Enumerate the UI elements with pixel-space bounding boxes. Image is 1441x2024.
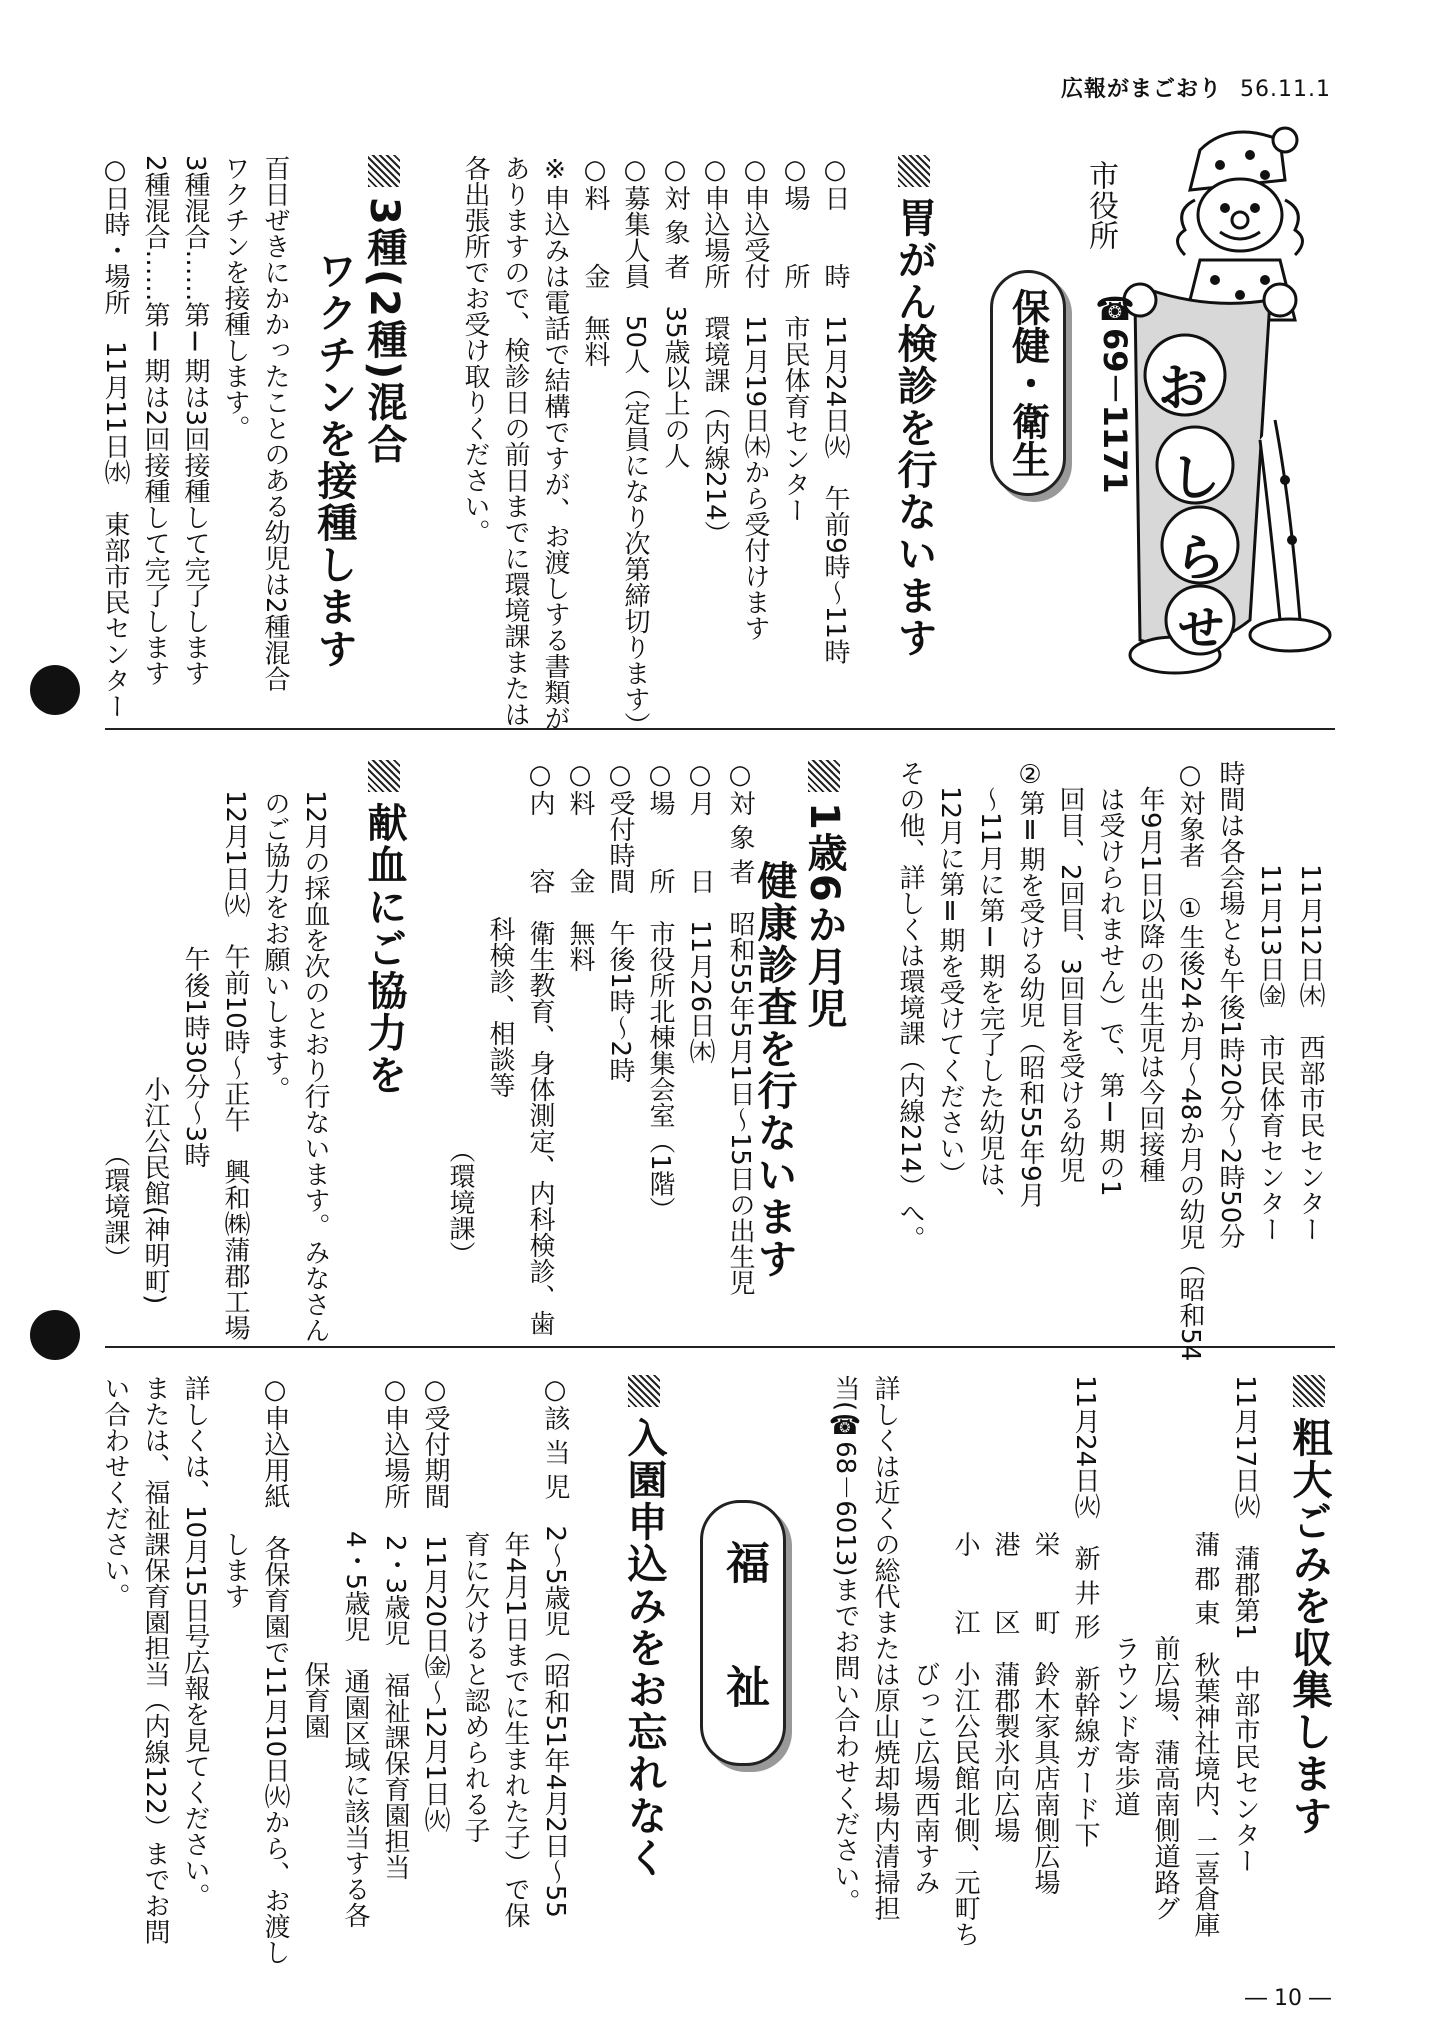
oshirase-char: お: [1158, 359, 1208, 417]
blood-title: 献血にご協力を: [360, 760, 408, 1330]
blood-line: 12月の採血を次のとおり行ないます。みなさん: [300, 790, 330, 1344]
nursery-line: 年4月1日までに生まれた子）で保: [500, 1375, 530, 1929]
stomach-body: [455, 155, 855, 739]
checkup-line: ○内 容 衛生教育、身体測定、内科検診、歯: [525, 760, 555, 1336]
nursery-line: します: [220, 1375, 250, 1609]
oshirase-char: し: [1170, 449, 1220, 507]
blood-line: のご協力をお願いします。: [260, 790, 290, 1102]
stomach-line: ○募集人員 50人（定員になり次第締切ります）: [620, 155, 650, 739]
checkup-title-1: 1歳6か月児: [800, 760, 848, 1330]
stomach-line: ○料 金 無料: [580, 155, 610, 367]
hatch-mark: [808, 760, 840, 792]
nursery-line: ○申込場所 2・3歳児 福祉課保育園担当: [380, 1375, 410, 1881]
vaccine-line: 百日ぜきにかかったことのある幼児は2種混合: [260, 155, 290, 692]
garbage-line: 詳しくは近くの総代または原山焼却場内清掃担: [870, 1375, 900, 1921]
continued-line: その他、詳しくは環境課（内線214）へ。: [895, 760, 925, 1252]
nursery-line: 育に欠けると認められる子: [460, 1375, 490, 1843]
garbage-line: 当(☎68－6013)までお問い合わせください。: [830, 1375, 860, 1915]
hatch-mark: [1293, 1375, 1325, 1407]
checkup-line: ○料 金 無料: [565, 760, 595, 972]
oshirase-char: ら: [1175, 529, 1225, 587]
continued-line: ～11月に第Ⅰ期を完了した幼児は、: [975, 760, 1005, 1214]
continued-line: ○対象者 ①生後24か月～48か月の幼児（昭和54: [1175, 760, 1205, 1362]
hatch-mark: [628, 1375, 660, 1407]
stomach-line: ○場 所 市民体育センター: [780, 155, 810, 523]
vaccine-line: 3種混合……第Ⅰ期は3回接種して完了します: [180, 155, 210, 687]
office-label: 市役所: [1083, 160, 1118, 250]
issue-date: 56.11.1: [1240, 77, 1331, 102]
hatch-mark: [368, 760, 400, 792]
continued-line: は受けられません）で、第Ⅰ期の1: [1095, 760, 1125, 1197]
stomach-line: ※申込みは電話で結構ですが、お渡しする書類が: [540, 155, 570, 731]
newsletter-title: 広報がまごおり: [1061, 77, 1223, 102]
nursery-line: 保育園: [300, 1375, 330, 1739]
stomach-title: 胃がん検診を行ないます: [890, 155, 938, 715]
continued-line: 11月13日㈮ 市民体育センター: [1255, 760, 1285, 1243]
nursery-line: い合わせください。: [100, 1375, 130, 1609]
vaccine-line: ワクチンを接種します。: [220, 155, 250, 441]
nursery-line: または、福祉課保育園担当（内線122）までお問: [140, 1375, 170, 1945]
stomach-line: ○日 時 11月24日㈫ 午前9時～11時: [820, 155, 850, 665]
nursery-body: [95, 1375, 575, 1975]
nursery-line: ○該 当 児 2～5歳児（昭和51年4月2日～55: [540, 1375, 570, 1918]
stomach-line: ○申込受付 11月19日㈭から受付けます: [740, 155, 770, 642]
blood-line: 午後1時30分～3時: [180, 790, 210, 1169]
garbage-line: 11月17日㈫ 蒲郡第1 中部市民センター: [1230, 1375, 1260, 1874]
continued-line: 11月12日㈭ 西部市民センター: [1295, 760, 1325, 1243]
checkup-title-2: 健康診査を行ないます: [751, 860, 797, 1280]
stomach-line: 各出張所でお受け取りください。: [460, 155, 490, 545]
garbage-title: 粗大ごみを収集します: [1285, 1375, 1333, 1975]
nursery-line: 詳しくは、10月15日号広報を見てください。: [180, 1375, 210, 1910]
vaccine-body: [95, 155, 295, 720]
nursery-line: ○申込用紙 各保育園で11月10日㈫から、お渡し: [260, 1375, 290, 1966]
checkup-line: ○受付時間 午後1時～2時: [605, 760, 635, 1084]
checkup-line: ○場 所 市役所北棟集会室（1階）: [645, 760, 675, 1223]
vaccine-line: 2種混合……第Ⅰ期は2回接種して完了します: [140, 155, 170, 687]
oshirase-char: せ: [1178, 601, 1224, 655]
stomach-line: ○対 象 者 35歳以上の人: [660, 155, 690, 469]
garbage-line: 小 江 小江公民館北側、元町ち: [950, 1375, 980, 1947]
continued-line: ②第Ⅱ期を受ける幼児（昭和55年9月: [1015, 760, 1045, 1208]
blood-line: 12月1日㈫ 午前10時～正午 興和㈱蒲郡工場: [220, 790, 250, 1341]
garbage-body: [825, 1375, 1265, 1975]
hatch-mark: [898, 155, 930, 187]
checkup-line: ○対 象 者 昭和55年5月1日～15日の出生児: [725, 760, 755, 1296]
continued-line: 時間は各会場とも午後1時20分～2時50分: [1215, 760, 1245, 1250]
section-divider: [105, 728, 1335, 730]
vaccine-title-1: 3種(2種)混合: [360, 155, 408, 715]
blood-line: （環境課）: [100, 790, 130, 1271]
vaccine-continued: [890, 760, 1330, 1362]
section-badge-welfare: 福 祉: [700, 1500, 786, 1766]
office-phone: ☎69－1171: [1096, 290, 1134, 494]
checkup-line: （環境課）: [445, 760, 475, 1267]
page-number: ― 10 ―: [1245, 1986, 1331, 2011]
garbage-line: 11月24日㈫ 新 井 形 新幹線ガード下: [1070, 1375, 1100, 1848]
checkup-line: ○月 日 11月26日㈭: [685, 760, 715, 1065]
stomach-line: ありますので、検診日の前日までに環境課または: [500, 155, 530, 727]
continued-line: 回目、2回目、3回目を受ける幼児: [1055, 760, 1085, 1184]
blood-line: 小江公民館(神明町): [140, 790, 170, 1305]
garbage-line: びっこ広場西南すみ: [910, 1375, 940, 1895]
blood-body: [95, 790, 335, 1344]
garbage-line: 前広場、蒲高南側道路グ: [1150, 1375, 1180, 1921]
checkup-body: [440, 760, 760, 1336]
section-badge-health: 保健・衛生: [990, 270, 1066, 496]
punch-hole: [30, 665, 80, 715]
garbage-line: 栄 町 鈴木家具店南側広場: [1030, 1375, 1060, 1895]
hatch-mark: [368, 155, 400, 187]
page-header: [1061, 72, 1331, 103]
section-divider: [105, 1346, 1335, 1348]
checkup-line: 科検診、相談等: [485, 760, 515, 1098]
vaccine-title-2: ワクチンを接種します: [311, 250, 357, 670]
garbage-line: 蒲 郡 東 秋葉神社境内、二喜倉庫: [1190, 1375, 1220, 1938]
garbage-line: 港 区 蒲郡製氷向広場: [990, 1375, 1020, 1843]
continued-line: 12月に第Ⅱ期を受けてください）: [935, 760, 965, 1188]
garbage-line: ラウンド寄歩道: [1110, 1375, 1140, 1817]
continued-line: 年9月1日以降の出生児は今回接種: [1135, 760, 1165, 1184]
nursery-line: ○受付期間 11月20日㈮～12月1日㈫: [420, 1375, 450, 1833]
vaccine-line: ○日時・場所 11月11日㈬ 東部市民センター: [100, 155, 130, 720]
stomach-line: ○申込場所 環境課（内線214）: [700, 155, 730, 547]
punch-hole: [30, 1310, 80, 1360]
nursery-title: 入園申込みをお忘れなく: [620, 1375, 668, 1975]
nursery-line: 4・5歳児 通園区域に該当する各: [340, 1375, 370, 1929]
